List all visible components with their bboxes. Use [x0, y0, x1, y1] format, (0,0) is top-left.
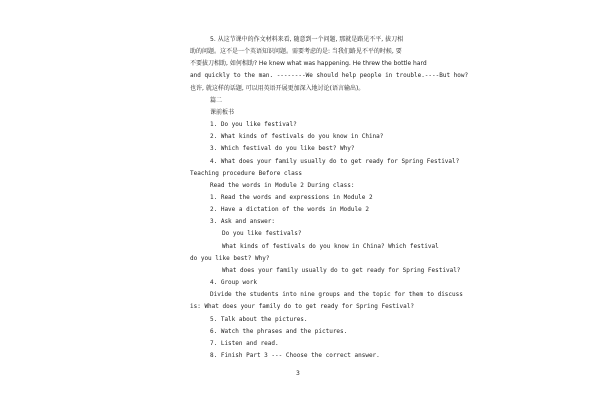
section-heading: 篇二	[210, 97, 223, 104]
text-line: 2. What kinds of festivals do you know in China?	[210, 133, 384, 140]
text-line: 2. Have a dictation of the words in Module 2	[210, 206, 369, 213]
text-line: Do you like festivals?	[222, 230, 302, 237]
text-line: 3. Ask and answer:	[210, 218, 276, 225]
text-line: 助的问题。这不是一个英语知识问题。需要考虑的是: 当我们路见不平的时候, 要	[190, 48, 402, 55]
text-line: 不要拔刀相助, 如何相助? He knew what was happening. He threw the bottle hard	[190, 60, 427, 67]
text-line: Teaching procedure Before class	[190, 170, 302, 177]
text-line: 也许, 就这样的话题, 可以用英语开展更加深入地讨论(语言输出)。	[190, 85, 365, 92]
text-line: 1. Read the words and expressions in Module 2	[210, 194, 373, 201]
section-heading: 课前板书	[210, 109, 235, 116]
text-line: 5. 从这节课中的作文材料来看, 随意到一个问题, 那就是路见不平, 拔刀相	[210, 36, 404, 43]
text-line: do you like best? Why?	[190, 255, 270, 262]
text-line: is: What does your family do to get ready for Spring Festival?	[190, 303, 414, 310]
text-line: What does your family usually do to get ready for Spring Festival?	[222, 267, 461, 274]
text-line: 4. What does your family usually do to get ready for Spring Festival?	[210, 158, 460, 165]
text-line: 1. Do you like festival?	[210, 121, 297, 128]
text-line: Divide the students into nine groups and the topic for them to discuss	[210, 291, 463, 298]
text-line: and quickly to the man. --------We should help people in trouble.----But how?	[190, 72, 469, 79]
text-line: 3. Which festival do you like best? Why?	[210, 145, 355, 152]
text-line: What kinds of festivals do you know in China? Which festival	[222, 243, 439, 250]
text-line: 4. Group work	[210, 279, 257, 286]
text-line: 5. Talk about the pictures.	[210, 316, 308, 323]
text-line: 8. Finish Part 3 --- Choose the correct answer.	[210, 352, 380, 359]
text-line: 6. Watch the phrases and the pictures.	[210, 328, 348, 335]
text-line: Read the words in Module 2 During class:	[210, 182, 355, 189]
text-line: 7. Listen and read.	[210, 340, 279, 347]
page-number: 3	[296, 370, 300, 377]
